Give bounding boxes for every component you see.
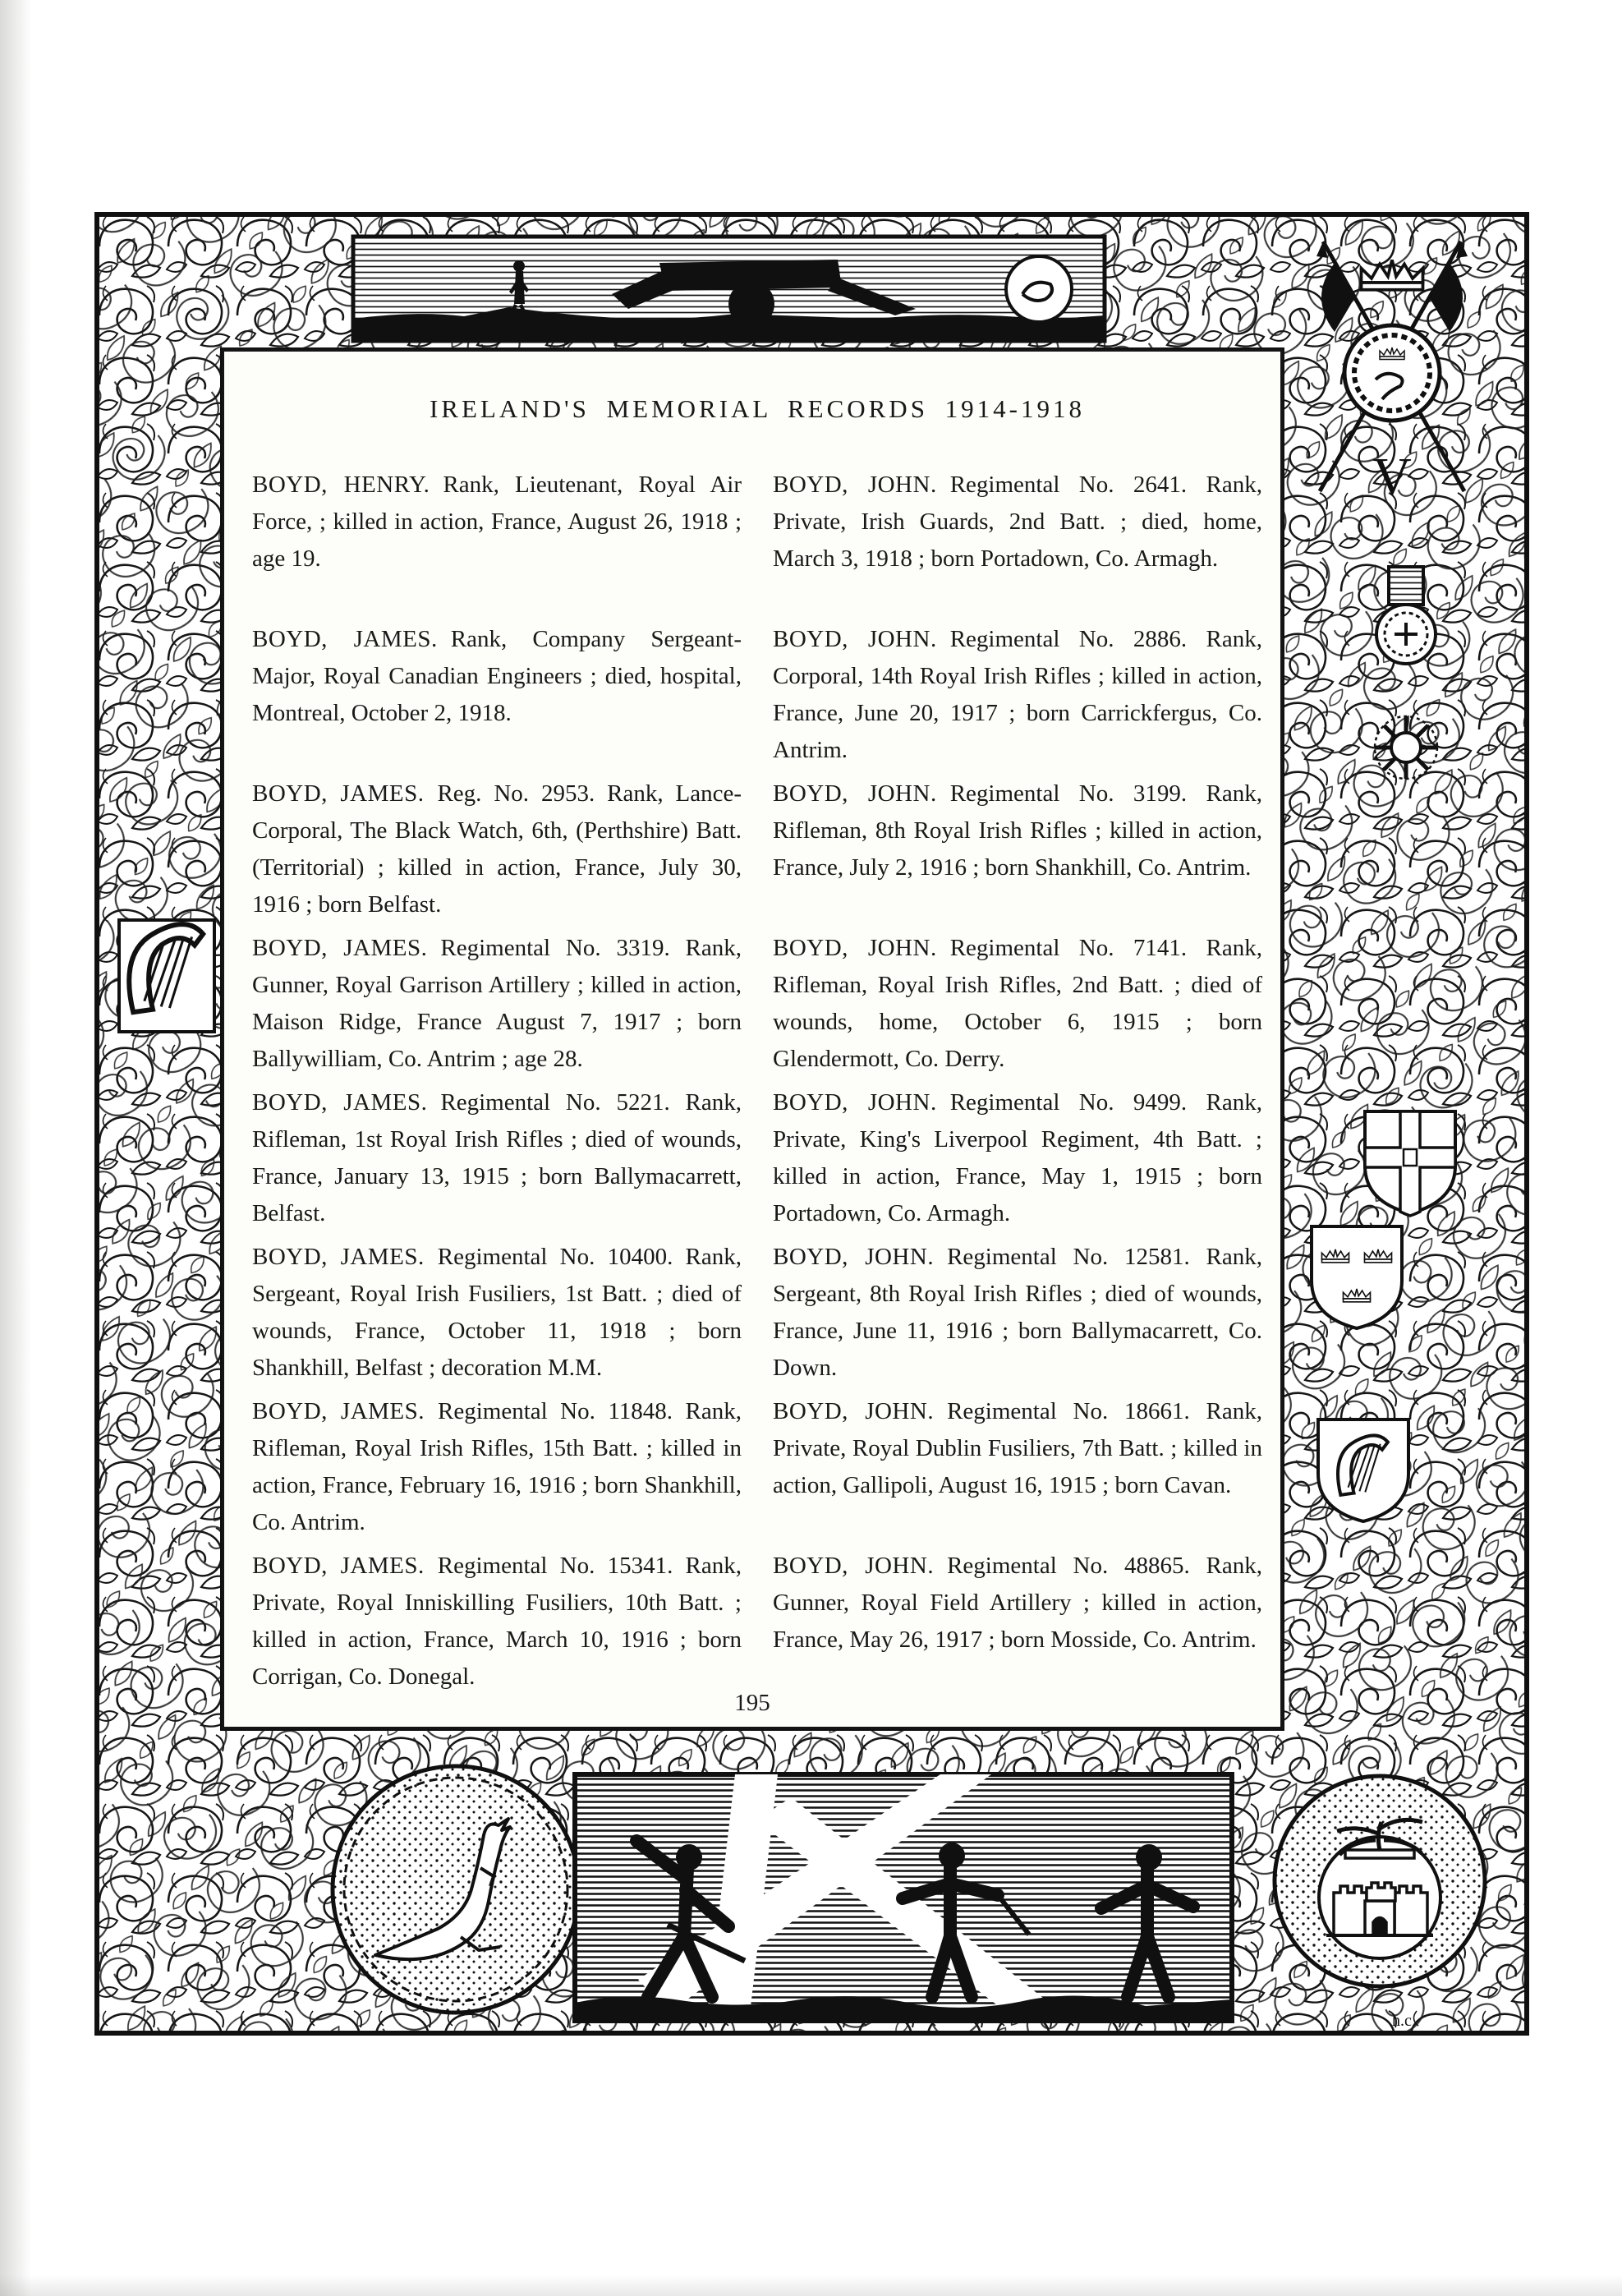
record-details: Regimental No. 11848. Rank, Rifleman, Royal Irish Rifles, 15th Batt. ; killed in action, France, February 16, 1916 ; born Shankhill, Co. Antrim. xyxy=(252,1398,742,1535)
record-details: Regimental No. 7141. Rank, Rifleman, Royal Irish Rifles, 2nd Batt. ; died of wounds, home, October 6, 1915 ; born Glendermott, Co. Derry. xyxy=(773,935,1263,1072)
record-details: Regimental No. 9499. Rank, Private, King's Liverpool Regiment, 4th Batt. ; killed in action, France, May 1, 1915 ; born Portadown, Co. Armagh. xyxy=(773,1089,1263,1226)
scan-edge-shadow xyxy=(0,0,31,2296)
laurel-medallion-icon xyxy=(1344,325,1440,421)
record-name: BOYD, JOHN. xyxy=(773,935,937,961)
record-entry xyxy=(252,621,742,775)
record-entry xyxy=(252,1393,742,1548)
record-entry xyxy=(252,1084,742,1239)
record-entry xyxy=(252,1548,742,1702)
kangaroo-medallion-icon xyxy=(333,1766,579,2013)
record-details: Regimental No. 3199. Rank, Rifleman, 8th Royal Irish Rifles ; killed in action, France, July 2, 1916 ; born Shankhill, Co. Antrim. xyxy=(773,780,1263,881)
record-details: Regimental No. 48865. Rank, Gunner, Royal Field Artillery ; killed in action, France, May 26, 1917 ; born Mosside, Co. Antrim. xyxy=(773,1553,1263,1653)
record-entry xyxy=(252,930,742,1084)
record-entry xyxy=(773,1239,1262,1393)
record-columns xyxy=(252,467,1262,1702)
record-name: BOYD, JAMES. xyxy=(252,1553,425,1579)
record-name: BOYD, JAMES. xyxy=(252,1244,425,1270)
record-entry xyxy=(252,775,742,930)
record-details: Regimental No. 15341. Rank, Private, Royal Inniskilling Fusiliers, 10th Batt. ; killed in action, France, March 10, 1916 ; born Corrigan, Co. Donegal. xyxy=(252,1553,742,1690)
record-details: Reg. No. 2953. Rank, Lance-Corporal, The Black Watch, 6th, (Perthshire) Batt. (Territorial) ; killed in action, France, July 30, 1916 ; born Belfast. xyxy=(252,780,742,918)
soldiers-searchlights-panel xyxy=(575,1774,1232,2021)
record-entry xyxy=(773,467,1262,621)
volume-letter: V xyxy=(1372,447,1412,507)
scan-edge-shadow-bottom xyxy=(0,2275,1622,2296)
record-entry xyxy=(773,930,1262,1084)
record-name: BOYD, JOHN. xyxy=(773,1553,935,1579)
record-details: Regimental No. 18661. Rank, Private, Royal Dublin Fusiliers, 7th Batt. ; killed in action, Gallipoli, August 16, 1915 ; born Cavan. xyxy=(773,1398,1263,1498)
record-details: Regimental No. 3319. Rank, Gunner, Royal Garrison Artillery ; killed in action, Maison Ridge, France August 7, 1917 ; born Ballywilliam, Co. Antrim ; age 28. xyxy=(252,935,742,1072)
record-name: BOYD, JAMES. xyxy=(252,1089,428,1116)
content-panel xyxy=(222,349,1283,1729)
record-entry xyxy=(773,775,1262,930)
record-entry xyxy=(252,1239,742,1393)
shield-harp-icon xyxy=(1318,1419,1408,1521)
record-details: Rank, Lieutenant, Royal Air Force, ; killed in action, France, August 26, 1918 ; age 19. xyxy=(252,472,742,572)
page-number: 195 xyxy=(734,1690,770,1716)
shield-three-crowns-icon xyxy=(1312,1226,1402,1328)
right-column xyxy=(773,467,1262,1702)
record-name: BOYD, JAMES. xyxy=(252,935,428,961)
record-details: Regimental No. 2886. Rank, Corporal, 14th Royal Irish Rifles ; killed in action, France, June 20, 1917 ; born Carrickfergus, Co. Antrim. xyxy=(773,626,1263,763)
record-name: BOYD, JOHN. xyxy=(773,626,937,652)
left-column xyxy=(252,467,742,1702)
record-details: Regimental No. 12581. Rank, Sergeant, 8th Royal Irish Rifles ; died of wounds, France, June 11, 1916 ; born Ballymacarrett, Co. Down. xyxy=(773,1244,1263,1381)
record-details: Regimental No. 5221. Rank, Rifleman, 1st Royal Irish Rifles ; died of wounds, France, January 13, 1915 ; born Ballymacarrett, Belfast. xyxy=(252,1089,742,1226)
page-title: IRELAND'S MEMORIAL RECORDS 1914-1918 xyxy=(429,394,1086,423)
record-name: BOYD, JAMES. xyxy=(252,780,425,807)
record-name: BOYD, JOHN. xyxy=(773,1398,935,1424)
record-details: Regimental No. 10400. Rank, Sergeant, Royal Irish Fusiliers, 1st Batt. ; died of wounds, France, October 11, 1918 ; born Shankhill, Belfast ; decoration M.M. xyxy=(252,1244,742,1381)
record-name: BOYD, JAMES. xyxy=(252,626,438,652)
record-name: BOYD, HENRY. xyxy=(252,472,430,498)
record-entry xyxy=(252,467,742,621)
castle-icon xyxy=(1326,1883,1433,1935)
record-name: BOYD, JOHN. xyxy=(773,472,937,498)
record-name: BOYD, JOHN. xyxy=(773,1244,935,1270)
record-details: Rank, Company Sergeant-Major, Royal Canadian Engineers ; died, hospital, Montreal, October 2, 1918. xyxy=(252,626,742,726)
record-entry xyxy=(773,1084,1262,1239)
record-entry xyxy=(773,621,1262,775)
record-entry xyxy=(773,1393,1262,1548)
order-star-icon xyxy=(1375,716,1437,779)
record-entry xyxy=(773,1548,1262,1702)
record-name: BOYD, JOHN. xyxy=(773,780,937,807)
record-name: BOYD, JOHN. xyxy=(773,1089,937,1116)
celtic-harp-icon xyxy=(119,920,214,1032)
artist-monogram: h.c xyxy=(1392,2012,1412,2030)
record-name: BOYD, JAMES. xyxy=(252,1398,425,1424)
wreath-roundel xyxy=(1006,256,1072,322)
battlefield-cannon-vignette xyxy=(353,237,1105,341)
castle-and-tree-medallion-icon xyxy=(1275,1776,1485,1986)
record-details: Regimental No. 2641. Rank, Private, Irish Guards, 2nd Batt. ; died, home, March 3, 1918 ; born Portadown, Co. Armagh. xyxy=(773,472,1263,572)
